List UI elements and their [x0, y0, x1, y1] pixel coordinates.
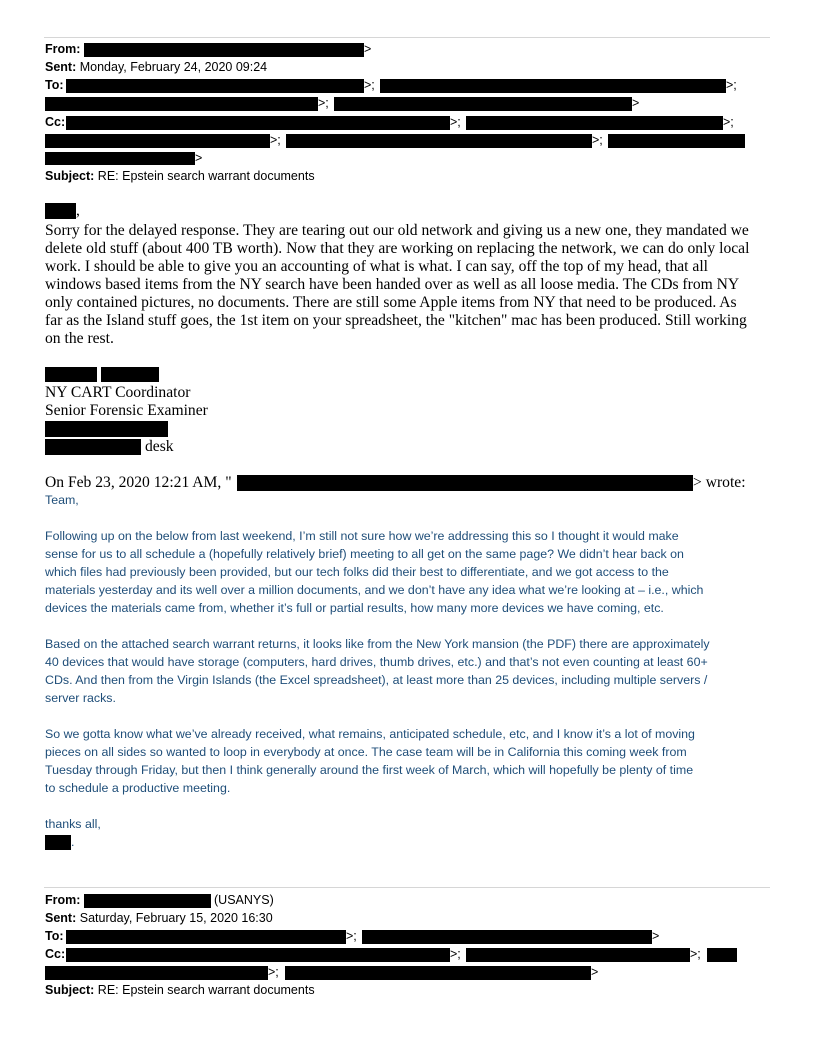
redaction-block — [362, 930, 652, 944]
from-label: From: — [45, 893, 81, 907]
body-line: windows based items from the NY search have been handed over as well as all loose media. The CDs from NY — [45, 276, 740, 293]
redaction-block — [84, 894, 211, 908]
body-line: delete old stuff (about 400 TB worth). Now that they are working on replacing the network, we can do only local — [45, 240, 750, 257]
redaction-block — [66, 930, 346, 944]
email2-to-row — [45, 927, 64, 945]
angle-bracket: > — [591, 965, 599, 979]
redaction-block — [45, 203, 76, 219]
quote-line: Following up on the below from last weekend, I’m still not sure how we’re addressing this so I thought it would make — [45, 529, 679, 543]
redaction-block — [466, 948, 690, 962]
body-line: only contained pictures, no documents. There are still some Apple items from NY that need to be produced. As — [45, 294, 737, 311]
redaction-block — [286, 134, 592, 148]
subject-label: Subject: — [45, 983, 95, 997]
separator: >; — [364, 78, 375, 92]
redaction-block — [608, 134, 745, 148]
sent-value: Monday, February 24, 2020 09:24 — [79, 60, 268, 74]
redaction-block — [334, 97, 632, 111]
angle-bracket: > — [632, 96, 640, 110]
quote-line: server racks. — [45, 691, 116, 705]
email1-to-row — [45, 76, 64, 94]
email1-from-row — [45, 40, 80, 58]
redaction-block — [66, 116, 450, 130]
redaction-block — [84, 43, 364, 57]
quote-line: sense for us to all schedule a (hopefully relatively brief) meeting to all get on the same page? We didn’t hear back on — [45, 547, 684, 561]
quote-line: to schedule a productive meeting. — [45, 781, 231, 795]
email2-cc-row — [45, 945, 65, 963]
redaction-block — [466, 116, 723, 130]
email1-sent-row — [45, 58, 267, 76]
body-line: Sorry for the delayed response. They are tearing out our old network and giving us a new one, they mandated we — [45, 222, 749, 239]
subject-label: Subject: — [45, 169, 95, 183]
quote-line: Based on the attached search warrant returns, it looks like from the New York mansion (the PDF) there are approximately — [45, 637, 710, 651]
quote-line: So we gotta know what we’ve already received, what remains, anticipated schedule, etc, and I know it’s a lot of moving — [45, 727, 695, 741]
quote-paragraph-2 — [45, 635, 710, 707]
quote-intro-prefix: On Feb 23, 2020 12:21 AM, " — [45, 474, 232, 491]
separator: >; — [690, 947, 701, 961]
body-line: on the rest. — [45, 330, 114, 347]
separator: >; — [723, 115, 734, 129]
sent-value: Saturday, February 15, 2020 16:30 — [79, 911, 273, 925]
sent-label: Sent: — [45, 911, 77, 925]
redaction-block — [45, 966, 268, 980]
signature-title-2: Senior Forensic Examiner — [45, 402, 208, 419]
redaction-block — [45, 367, 97, 382]
redaction-block — [380, 79, 726, 93]
from-label: From: — [45, 42, 81, 56]
redaction-block — [285, 966, 591, 980]
email2-subject-row — [45, 981, 315, 999]
quote-line: which files had previously been provided, but our tech folks did their best to differentiate, and we got access to the — [45, 565, 669, 579]
signature-desk: desk — [145, 438, 174, 455]
body-line: far as the Island stuff goes, the 1st item on your spreadsheet, the "kitchen" mac has been produced. Still working — [45, 312, 747, 329]
quote-intro-suffix: > wrote: — [693, 474, 746, 491]
email2-sent-row — [45, 909, 273, 927]
cc-label: Cc: — [45, 115, 66, 129]
redaction-block — [45, 835, 71, 850]
sent-label: Sent: — [45, 60, 77, 74]
separator: >; — [592, 133, 603, 147]
angle-bracket: > — [195, 151, 203, 165]
from-org: (USANYS) — [214, 893, 274, 907]
quote-line: materials yesterday and its well over a million documents, and we don’t have any idea what we’re looking at – i.e., which — [45, 583, 704, 597]
angle-bracket: > — [652, 929, 660, 943]
redaction-block — [66, 948, 450, 962]
separator: >; — [450, 947, 461, 961]
redaction-block — [45, 134, 270, 148]
separator: >; — [726, 78, 737, 92]
body-line: work. I should be able to give you an accounting of what is what. I can say, off the top of my head, that all — [45, 258, 708, 275]
quote-line: pieces on all sides so wanted to loop in everybody at once. The case team will be in California this coming week from — [45, 745, 687, 759]
quote-signoff: thanks all, — [45, 817, 101, 831]
subject-value: RE: Epstein search warrant documents — [97, 983, 315, 997]
email2-from-row — [45, 891, 80, 909]
quote-paragraph-1 — [45, 527, 703, 617]
signature-title-1: NY CART Coordinator — [45, 384, 191, 401]
redaction-block — [45, 97, 318, 111]
redaction-block — [45, 439, 141, 455]
separator: >; — [346, 929, 357, 943]
to-label: To: — [45, 929, 64, 943]
separator: >; — [270, 133, 281, 147]
email1-subject-row — [45, 167, 315, 185]
email1-cc-row — [45, 113, 65, 131]
to-label: To: — [45, 78, 64, 92]
quote-line: 40 devices that would have storage (computers, hard drives, thumb drives, etc.) and that’s not even counting at least 60+ — [45, 655, 708, 669]
quote-line: CDs. And then from the Virgin Islands (the Excel spreadsheet), at least more than 25 devices, including multiple servers / — [45, 673, 708, 687]
redaction-block — [45, 421, 168, 437]
greeting-comma: , — [76, 202, 80, 219]
redaction-block — [237, 475, 693, 491]
redaction-block — [66, 79, 364, 93]
angle-bracket: > — [364, 42, 372, 56]
separator: >; — [268, 965, 279, 979]
redaction-block — [101, 367, 159, 382]
quote-line: devices the materials came from, whether it’s full or partial results, how many more devices we have coming, etc. — [45, 601, 664, 615]
cc-label: Cc: — [45, 947, 66, 961]
header-divider — [44, 887, 770, 888]
subject-value: RE: Epstein search warrant documents — [97, 169, 315, 183]
redaction-block — [45, 152, 195, 165]
quote-paragraph-3 — [45, 725, 695, 797]
quote-salutation: Team, — [45, 493, 79, 507]
header-divider — [44, 37, 770, 38]
quote-signoff-period: . — [71, 835, 75, 849]
redaction-block — [707, 948, 737, 962]
separator: >; — [318, 96, 329, 110]
email1-body — [45, 222, 775, 348]
separator: >; — [450, 115, 461, 129]
quote-line: Tuesday through Friday, but then I think generally around the first week of March, which will hopefully be plenty of time — [45, 763, 694, 777]
